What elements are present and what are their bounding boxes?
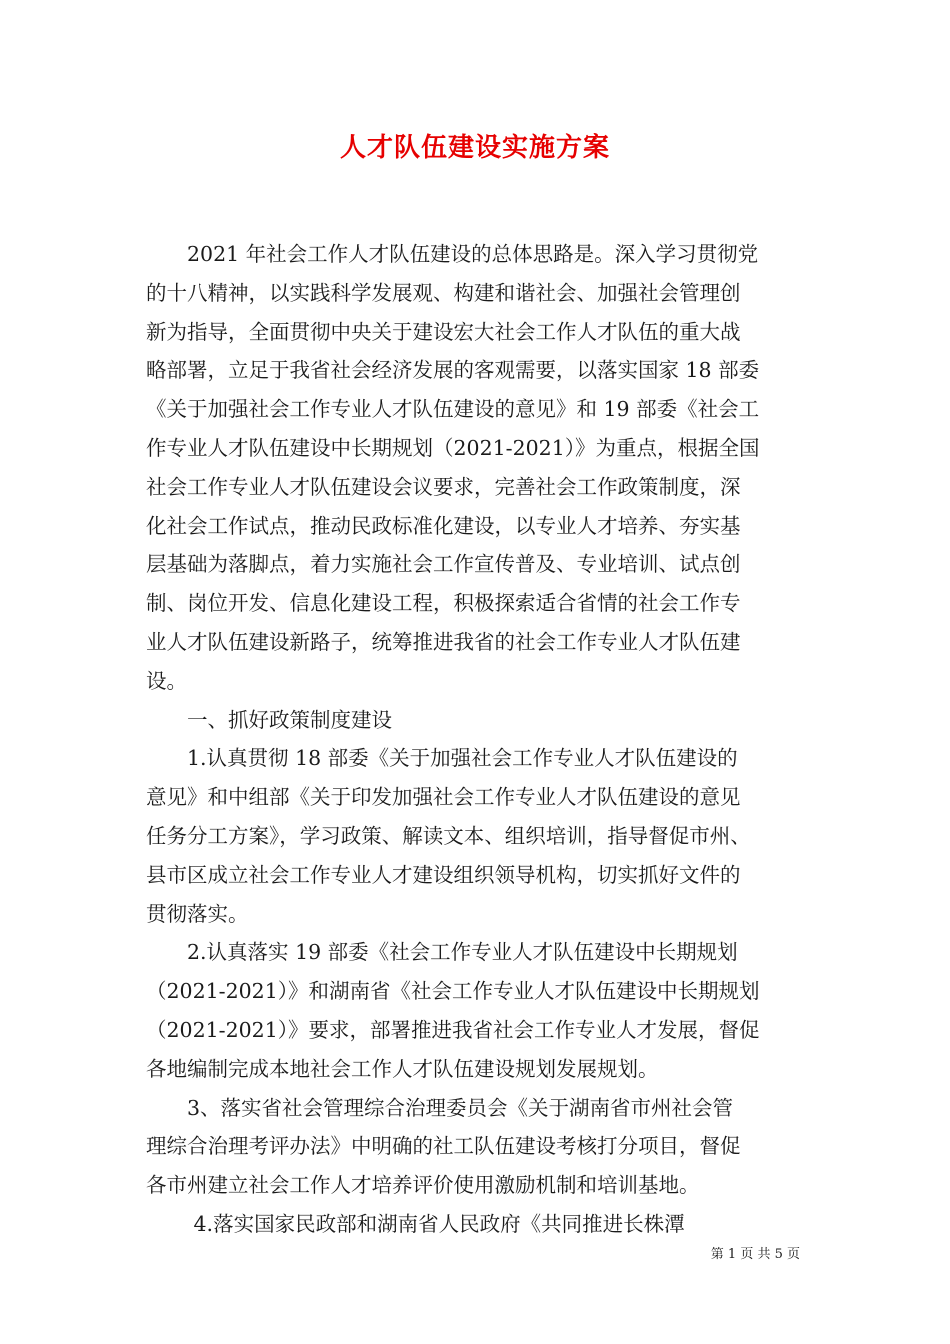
body-line: 社会工作专业人才队伍建设会议要求，完善社会工作政策制度，深 [146, 474, 741, 499]
section-heading: 一、抓好政策制度建设 [146, 707, 392, 732]
document-title: 人才队伍建设实施方案 [339, 133, 610, 163]
body-line: 意见》和中组部《关于印发加强社会工作专业人才队伍建设的意见 [146, 785, 741, 810]
body-line: （2021-2021）》和湖南省《社会工作专业人才队伍建设中长期规划 [146, 979, 760, 1004]
body-line: 县市区成立社会工作专业人才建设组织领导机构，切实抓好文件的 [146, 862, 741, 887]
body-line: 3、落实省社会管理综合治理委员会《关于湖南省市州社会管 [146, 1095, 734, 1120]
body-line: 略部署，立足于我省社会经济发展的客观需要，以落实国家 18 部委 [146, 358, 760, 383]
body-line: 各市州建立社会工作人才培养评价使用激励机制和培训基地。 [146, 1173, 700, 1198]
body-line: 化社会工作试点，推动民政标准化建设，以专业人才培养、夯实基 [146, 513, 741, 538]
body-line: 贯彻落实。 [146, 901, 249, 926]
body-line: 制、岗位开发、信息化建设工程，积极探索适合省情的社会工作专 [146, 591, 741, 616]
body-line: （2021-2021）》要求，部署推进我省社会工作专业人才发展，督促 [146, 1017, 760, 1042]
body-line: 新为指导，全面贯彻中央关于建设宏大社会工作人才队伍的重大战 [146, 319, 741, 344]
body-line: 《关于加强社会工作专业人才队伍建设的意见》和 19 部委《社会工 [146, 397, 760, 422]
body-line: 作专业人才队伍建设中长期规划（2021-2021）》为重点，根据全国 [146, 435, 760, 460]
body-line: 4.落实国家民政部和湖南省人民政府《共同推进长株潭 [146, 1211, 685, 1236]
body-line: 业人才队伍建设新路子，统筹推进我省的社会工作专业人才队伍建 [146, 629, 741, 654]
body-line: 2021 年社会工作人才队伍建设的总体思路是。深入学习贯彻党 [146, 242, 759, 266]
body-line: 任务分工方案》，学习政策、解读文本、组织培训，指导督促市州、 [146, 823, 751, 848]
body-line: 1.认真贯彻 18 部委《关于加强社会工作专业人才队伍建设的 [146, 746, 738, 771]
document-body [146, 235, 806, 1244]
body-line: 的十八精神，以实践科学发展观、构建和谐社会、加强社会管理创 [146, 280, 741, 305]
page-number-footer: 第 1 页 共 5 页 [710, 1247, 800, 1262]
body-line: 各地编制完成本地社会工作人才队伍建设规划发展规划。 [146, 1056, 659, 1081]
body-line: 设。 [146, 668, 187, 693]
body-line: 理综合治理考评办法》中明确的社工队伍建设考核打分项目，督促 [146, 1134, 741, 1159]
body-line: 层基础为落脚点，着力实施社会工作宣传普及、专业培训、试点创 [146, 552, 741, 577]
body-line: 2.认真落实 19 部委《社会工作专业人才队伍建设中长期规划 [146, 940, 738, 965]
